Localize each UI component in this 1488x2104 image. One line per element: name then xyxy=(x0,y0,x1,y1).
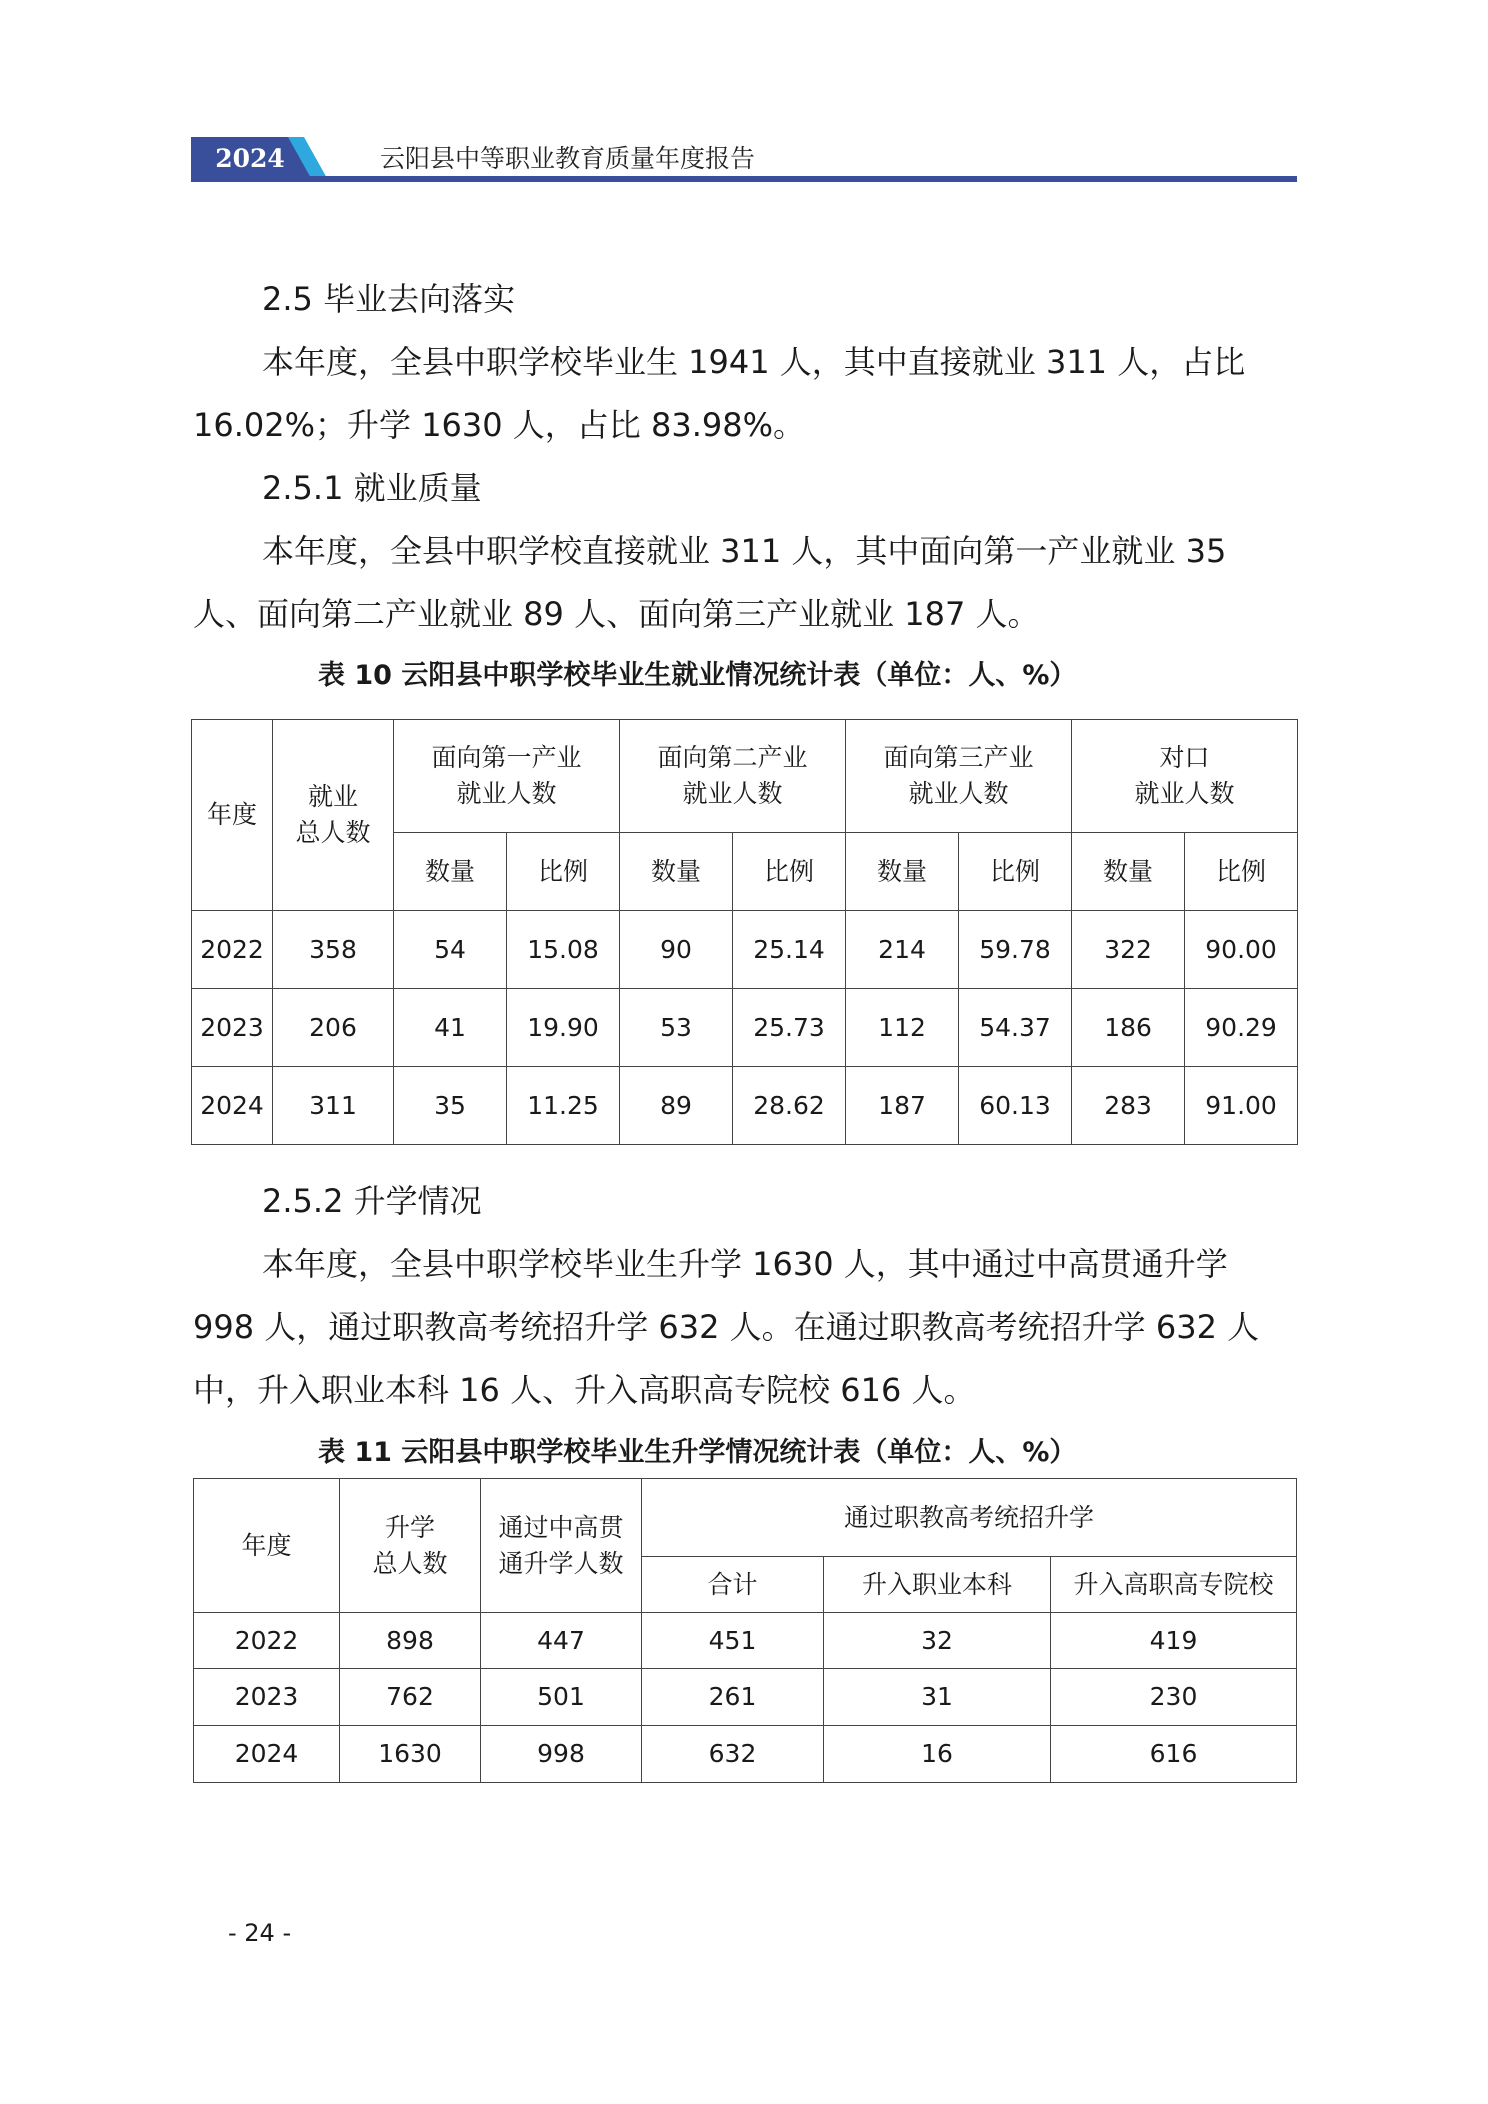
table-cell: 31 xyxy=(824,1669,1051,1726)
sub-header-count: 数量 xyxy=(846,833,959,911)
table-cell: 60.13 xyxy=(959,1067,1072,1145)
group-label-line1: 面向第三产业 xyxy=(883,743,1034,772)
table-cell: 898 xyxy=(340,1613,481,1669)
table-cell: 322 xyxy=(1072,911,1185,989)
table-row xyxy=(192,911,1298,989)
paragraph-line: 人、面向第二产业就业 89 人、面向第三产业就业 187 人。 xyxy=(193,595,1040,633)
section-heading-2-5-1: 2.5.1 就业质量 xyxy=(262,469,482,507)
paragraph-line: 本年度，全县中职学校直接就业 311 人，其中面向第一产业就业 35 xyxy=(262,532,1227,570)
col-header-vocational-exam: 通过职教高考统招升学 xyxy=(642,1479,1297,1557)
table-cell: 90.29 xyxy=(1185,989,1298,1067)
table-cell: 90 xyxy=(620,911,733,989)
col-header-year: 年度 xyxy=(194,1479,340,1613)
table-cell: 186 xyxy=(1072,989,1185,1067)
table-row xyxy=(194,1613,1297,1669)
section-heading-2-5-2: 2.5.2 升学情况 xyxy=(262,1182,482,1220)
paragraph-line: 本年度，全县中职学校毕业生升学 1630 人，其中通过中高贯通升学 xyxy=(262,1245,1228,1283)
table-cell: 451 xyxy=(642,1613,824,1669)
sub-header-college: 升入高职高专院校 xyxy=(1051,1557,1297,1613)
table-cell: 2023 xyxy=(194,1669,340,1726)
table-cell: 632 xyxy=(642,1726,824,1783)
col-header-through-program xyxy=(481,1479,642,1613)
table-cell: 2023 xyxy=(192,989,273,1067)
paragraph-line: 998 人，通过职教高考统招升学 632 人。在通过职教高考统招升学 632 人 xyxy=(193,1308,1260,1346)
table-10-caption: 表 10 云阳县中职学校毕业生就业情况统计表（单位：人、%） xyxy=(318,660,1077,691)
page-number: - 24 - xyxy=(228,1919,292,1947)
sub-header-bachelor: 升入职业本科 xyxy=(824,1557,1051,1613)
col-header-matched xyxy=(1072,720,1298,833)
table-row xyxy=(192,989,1298,1067)
table-cell: 32 xyxy=(824,1613,1051,1669)
col-header-through-line1: 通过中高贯 xyxy=(498,1512,624,1542)
table-cell: 91.00 xyxy=(1185,1067,1298,1145)
employment-table xyxy=(191,719,1298,1145)
col-header-total-line1: 就业 xyxy=(307,782,358,811)
group-label-line1: 对口 xyxy=(1159,743,1210,772)
section-heading-2-5: 2.5 毕业去向落实 xyxy=(262,280,516,318)
sub-header-ratio: 比例 xyxy=(507,833,620,911)
paragraph-line: 16.02%；升学 1630 人，占比 83.98%。 xyxy=(193,406,805,444)
table-cell: 2022 xyxy=(192,911,273,989)
sub-header-ratio: 比例 xyxy=(1185,833,1298,911)
col-header-total xyxy=(273,720,394,911)
col-header-primary-industry xyxy=(394,720,620,833)
table-row xyxy=(192,1067,1298,1145)
table-cell: 358 xyxy=(273,911,394,989)
group-label-line2: 就业人数 xyxy=(1134,779,1235,808)
table-cell: 1630 xyxy=(340,1726,481,1783)
table-cell: 616 xyxy=(1051,1726,1297,1783)
table-cell: 19.90 xyxy=(507,989,620,1067)
table-cell: 283 xyxy=(1072,1067,1185,1145)
sub-header-count: 数量 xyxy=(394,833,507,911)
table-cell: 54.37 xyxy=(959,989,1072,1067)
header-title: 云阳县中等职业教育质量年度报告 xyxy=(380,144,756,173)
table-cell: 214 xyxy=(846,911,959,989)
col-header-year: 年度 xyxy=(192,720,273,911)
col-header-through-line2: 通升学人数 xyxy=(498,1548,624,1578)
table-cell: 112 xyxy=(846,989,959,1067)
table-cell: 25.73 xyxy=(733,989,846,1067)
col-header-total-line2: 总人数 xyxy=(372,1548,448,1578)
table-cell: 11.25 xyxy=(507,1067,620,1145)
table-cell: 89 xyxy=(620,1067,733,1145)
table-cell: 2024 xyxy=(194,1726,340,1783)
col-header-total-line1: 升学 xyxy=(384,1512,435,1542)
table-cell: 447 xyxy=(481,1613,642,1669)
table-cell: 2024 xyxy=(192,1067,273,1145)
table-cell: 53 xyxy=(620,989,733,1067)
table-cell: 35 xyxy=(394,1067,507,1145)
col-header-total-line2: 总人数 xyxy=(295,818,371,847)
table-cell: 2022 xyxy=(194,1613,340,1669)
table-cell: 206 xyxy=(273,989,394,1067)
group-label-line1: 面向第一产业 xyxy=(431,743,582,772)
table-cell: 15.08 xyxy=(507,911,620,989)
group-label-line2: 就业人数 xyxy=(908,779,1009,808)
sub-header-ratio: 比例 xyxy=(959,833,1072,911)
table-cell: 54 xyxy=(394,911,507,989)
sub-header-count: 数量 xyxy=(620,833,733,911)
sub-header-count: 数量 xyxy=(1072,833,1185,911)
group-label-line2: 就业人数 xyxy=(456,779,557,808)
group-label-line2: 就业人数 xyxy=(682,779,783,808)
header-year: 2024 xyxy=(215,144,285,173)
table-cell: 230 xyxy=(1051,1669,1297,1726)
col-header-total xyxy=(340,1479,481,1613)
table-cell: 187 xyxy=(846,1067,959,1145)
paragraph-line: 中，升入职业本科 16 人、升入高职高专院校 616 人。 xyxy=(193,1371,976,1409)
paragraph-line: 本年度，全县中职学校毕业生 1941 人，其中直接就业 311 人，占比 xyxy=(262,343,1246,381)
table-cell: 25.14 xyxy=(733,911,846,989)
table-row xyxy=(194,1669,1297,1726)
sub-header-sum: 合计 xyxy=(642,1557,824,1613)
table-cell: 28.62 xyxy=(733,1067,846,1145)
col-header-tertiary-industry xyxy=(846,720,1072,833)
group-label-line1: 面向第二产业 xyxy=(657,743,808,772)
table-cell: 762 xyxy=(340,1669,481,1726)
table-row xyxy=(194,1726,1297,1783)
table-cell: 501 xyxy=(481,1669,642,1726)
table-cell: 261 xyxy=(642,1669,824,1726)
header-rule xyxy=(191,176,1297,182)
table-11-caption: 表 11 云阳县中职学校毕业生升学情况统计表（单位：人、%） xyxy=(318,1437,1077,1468)
table-cell: 90.00 xyxy=(1185,911,1298,989)
table-cell: 998 xyxy=(481,1726,642,1783)
table-cell: 311 xyxy=(273,1067,394,1145)
sub-header-ratio: 比例 xyxy=(733,833,846,911)
col-header-secondary-industry xyxy=(620,720,846,833)
table-cell: 16 xyxy=(824,1726,1051,1783)
table-cell: 59.78 xyxy=(959,911,1072,989)
table-cell: 419 xyxy=(1051,1613,1297,1669)
further-study-table xyxy=(193,1478,1297,1783)
table-cell: 41 xyxy=(394,989,507,1067)
